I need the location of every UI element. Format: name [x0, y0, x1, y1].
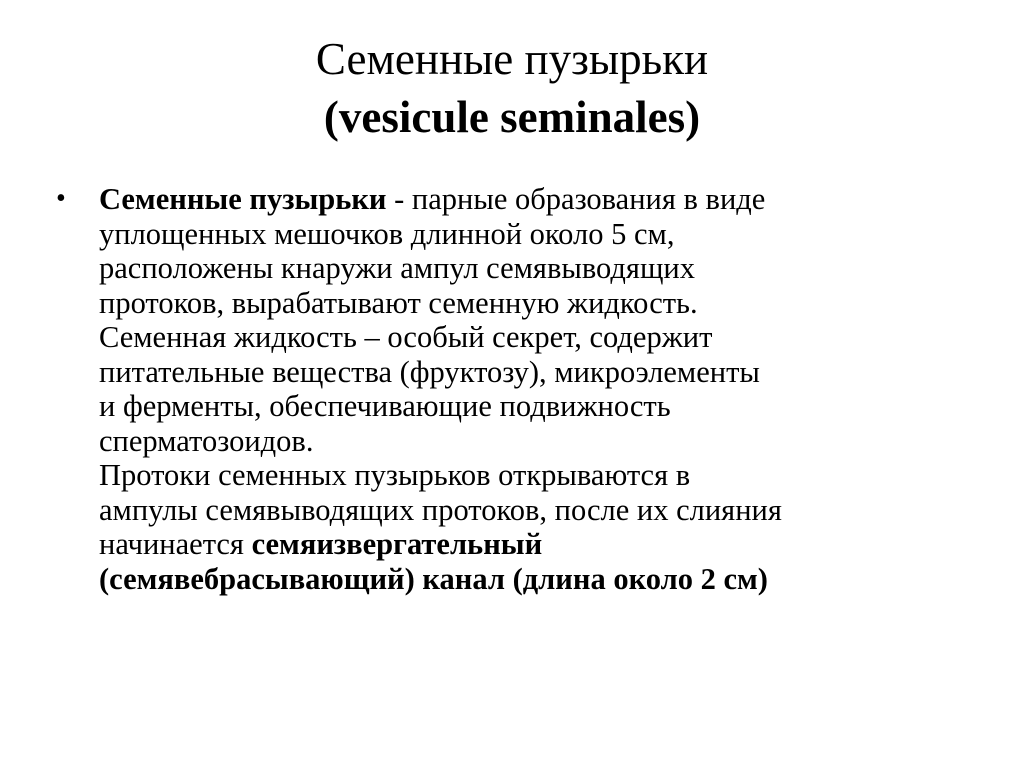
bullet-icon: •: [56, 183, 66, 214]
body-line: ампулы семявыводящих протоков, после их слияния: [99, 492, 782, 527]
body-line: Семенная жидкость – особый секрет, содержит: [99, 320, 713, 354]
term-bold: (семявебрасывающий) канал (длина около 2 см): [99, 561, 768, 596]
body-line: питательные вещества (фруктозу), микроэлементы: [99, 354, 760, 389]
body-line: [99, 562, 976, 597]
term-bold: Семенные пузырьки: [99, 182, 387, 216]
body-line: и ферменты, обеспечивающие подвижность: [99, 389, 671, 423]
slide-body: [56, 182, 976, 596]
line-text: - парные образования в виде: [386, 182, 766, 216]
body-line: расположены кнаружи ампул семявыводящих: [99, 251, 696, 285]
bullet-item: [56, 182, 976, 596]
term-bold: семяизвергательный: [251, 527, 543, 561]
body-line: [99, 182, 976, 217]
slide-title: [0, 30, 1024, 146]
body-line: уплощенных мешочков длинной около 5 см,: [99, 216, 675, 251]
body-line: Протоки семенных пузырьков открываются в: [99, 458, 691, 492]
title-line-1: Семенные пузырьки: [315, 34, 709, 84]
title-line-2: (vesicule seminales): [323, 92, 701, 142]
body-line: [99, 527, 976, 562]
body-line: протоков, вырабатывают семенную жидкость.: [99, 285, 698, 320]
line-text: начинается: [99, 527, 252, 561]
body-line: сперматозоидов.: [99, 423, 314, 458]
